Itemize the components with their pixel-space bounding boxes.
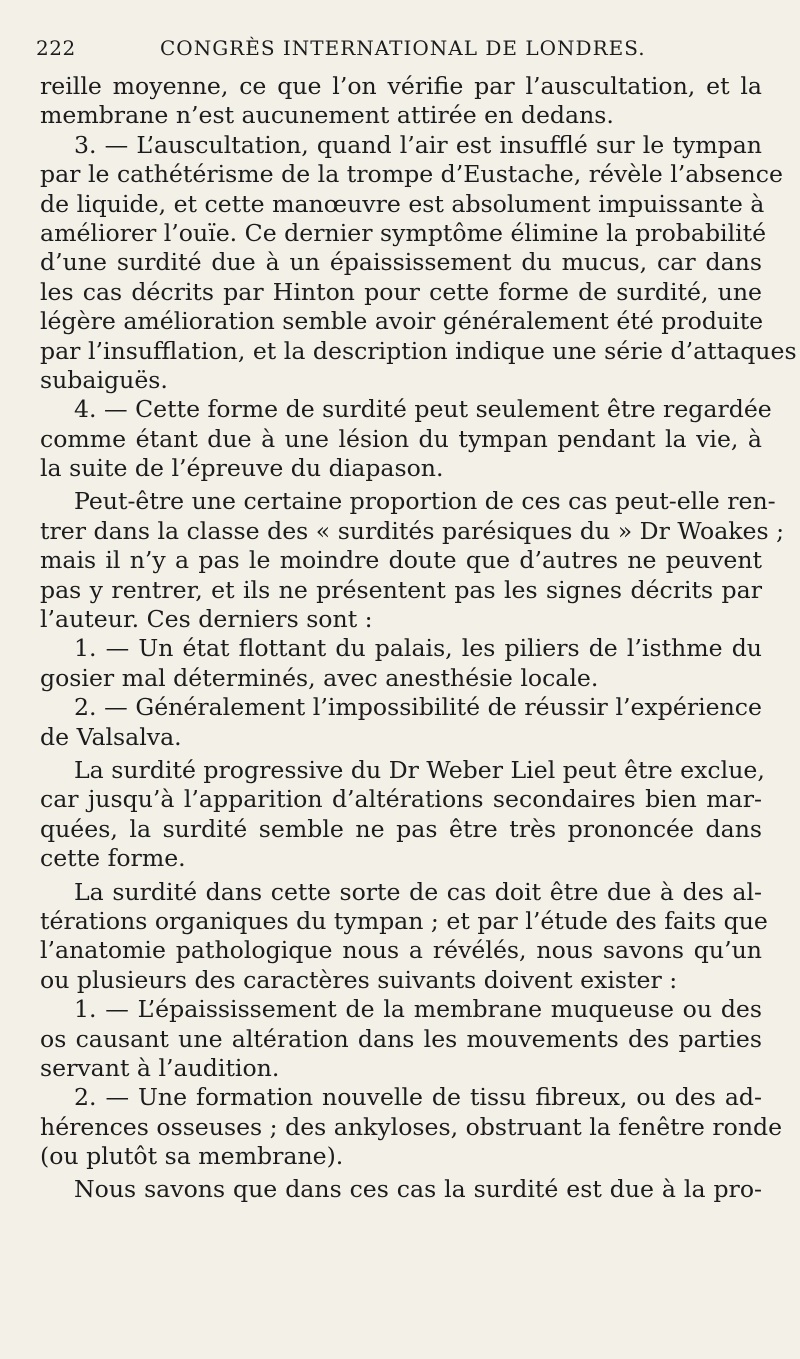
text-line: subaiguës. [40, 365, 168, 394]
text-line: os causant une altération dans les mouvements des parties [40, 1024, 762, 1053]
text-line: cette forme. [40, 844, 186, 873]
text-line: térations organiques du tympan ; et par l’étude des faits que [40, 906, 768, 935]
text-line: membrane n’est aucunement attirée en dedans. [40, 101, 614, 130]
running-title: CONGRÈS INTERNATIONAL DE LONDRES. [160, 36, 646, 60]
text-line: l’auteur. Ces derniers sont : [40, 605, 373, 634]
text-line: Nous savons que dans ces cas la surdité est due à la pro- [74, 1175, 762, 1204]
text-line: les cas décrits par Hinton pour cette forme de surdité, une [40, 277, 762, 306]
text-line: gosier mal déterminés, avec anesthésie locale. [40, 663, 599, 692]
text-line: la suite de l’épreuve du diapason. [40, 454, 444, 483]
text-line: par l’insufflation, et la description indique une série d’attaques [40, 336, 797, 365]
text-line: 1. — Un état flottant du palais, les piliers de l’isthme du [74, 634, 762, 663]
text-line: ou plusieurs des caractères suivants doivent exister : [40, 965, 678, 994]
text-line: 1. — L’épaississement de la membrane muqueuse ou des [74, 995, 762, 1024]
text-line: 2. — Généralement l’impossibilité de réussir l’expérience [74, 693, 762, 722]
text-line: par le cathétérisme de la trompe d’Eustache, révèle l’absence [40, 160, 783, 189]
text-line: car jusqu’à l’apparition d’altérations secondaires bien mar- [40, 785, 762, 814]
text-line: La surdité progressive du Dr Weber Liel peut être exclue, [74, 755, 765, 784]
text-line: comme étant due à une lésion du tympan pendant la vie, à [40, 424, 762, 453]
text-line: de liquide, et cette manœuvre est absolument impuissante à [40, 189, 765, 218]
text-line: hérences osseuses ; des ankyloses, obstruant la fenêtre ronde [40, 1112, 783, 1141]
text-line: d’une surdité due à un épaississement du mucus, car dans [40, 248, 762, 277]
text-line: de Valsalva. [40, 722, 182, 751]
text-line: mais il n’y a pas le moindre doute que d’autres ne peuvent [40, 546, 762, 575]
text-line: quées, la surdité semble ne pas être très prononcée dans [40, 814, 762, 843]
text-line: 4. — Cette forme de surdité peut seulement être regardée [74, 395, 772, 424]
text-line: servant à l’audition. [40, 1053, 280, 1082]
text-line: La surdité dans cette sorte de cas doit être due à des al- [74, 877, 762, 906]
page-body-text [40, 72, 797, 1205]
text-line: améliorer l’ouïe. Ce dernier symptôme élimine la probabilité [40, 218, 767, 247]
text-line: légère amélioration semble avoir généralement été produite [40, 307, 764, 336]
text-line: pas y rentrer, et ils ne présentent pas les signes décrits par [40, 575, 762, 604]
page-header [36, 36, 762, 70]
page-number: 222 [36, 36, 76, 60]
text-line: l’anatomie pathologique nous a révélés, nous savons qu’un [40, 936, 762, 965]
text-line: (ou plutôt sa membrane). [40, 1142, 344, 1171]
text-line: 3. — L’auscultation, quand l’air est insufflé sur le tympan [74, 130, 762, 159]
text-line: trer dans la classe des « surdités parésiques du » Dr Woakes ; [40, 516, 785, 545]
text-line: 2. — Une formation nouvelle de tissu fibreux, ou des ad- [74, 1083, 762, 1112]
text-line: reille moyenne, ce que l’on vérifie par l’auscultation, et la [40, 72, 762, 100]
text-line: Peut-être une certaine proportion de ces cas peut-elle ren- [74, 487, 776, 516]
